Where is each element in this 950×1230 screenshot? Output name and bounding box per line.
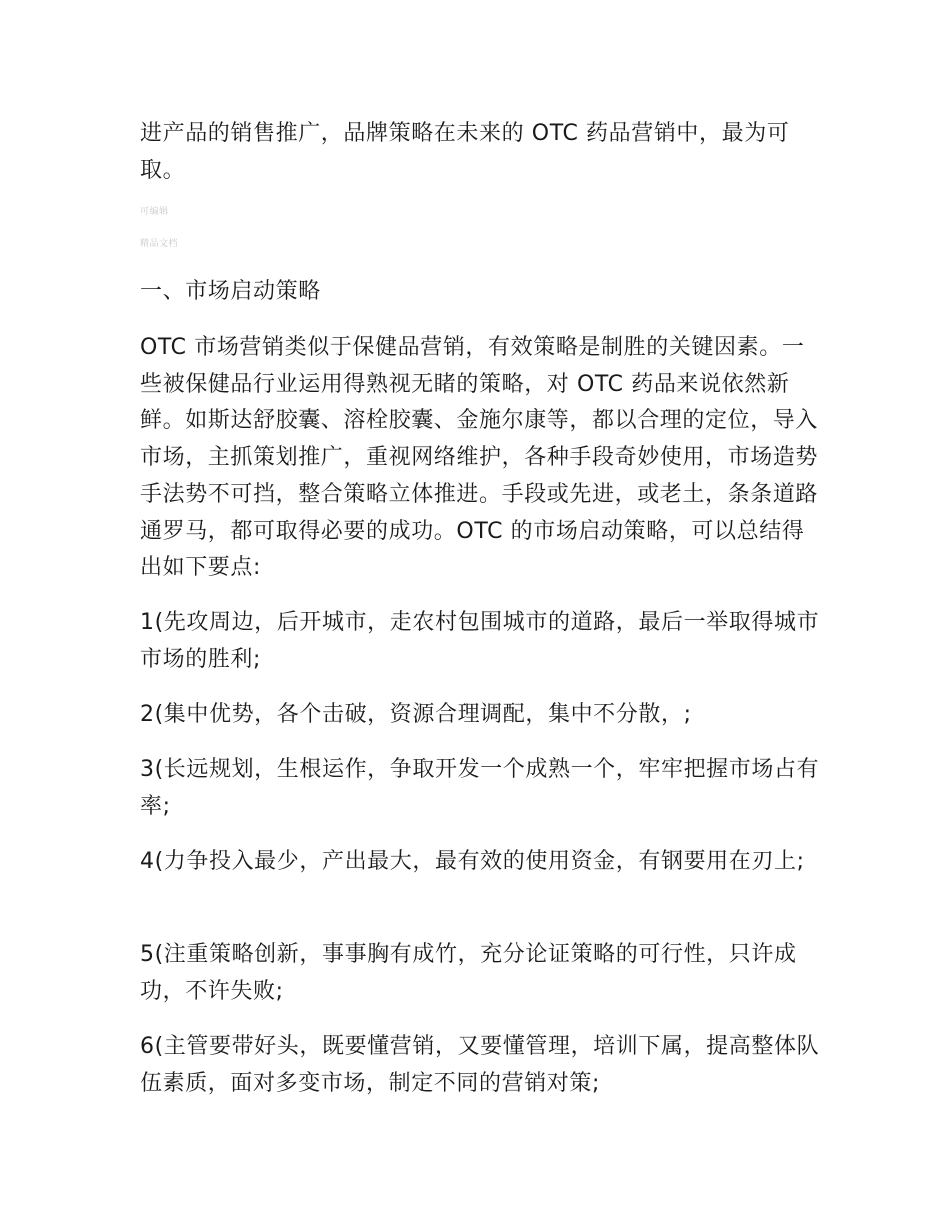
point-item-1: 1(先攻周边，后开城市，走农村包围城市的道路，最后一举取得城市市场的胜利; (140, 610, 820, 672)
point-item-2: 2(集中优势，各个击破，资源合理调配，集中不分散，; (140, 702, 692, 727)
point-item-6: 6(主管要带好头，既要懂营销，又要懂管理，培训下属，提高整体队伍素质，面对多变市场，制定不同的营销对策; (140, 1034, 820, 1096)
body-paragraph: OTC 市场营销类似于保健品营销，有效策略是制胜的关键因素。一些被保健品行业运用得熟视无睹的策略，对 OTC 药品来说依然新鲜。如斯达舒胶囊、溶栓胶囊、金施尔康等，都以合理的定位，导入市场，主抓策划推广，重视网络维护，各种手段奇妙使用，市场造势手法势不可挡，整合策略立体推进。手段或先进，或老土，条条道路通罗马，都可取得必要的成功。OTC 的市场启动策略，可以总结得出如下要点: (140, 335, 819, 581)
intro-paragraph: 进产品的销售推广，品牌策略在未来的 OTC 药品营销中，最为可取。 (140, 121, 790, 183)
section-heading: 一、市场启动策略 (140, 279, 321, 304)
watermark-fine-doc: 精品文档 (140, 239, 179, 249)
point-item-4: 4(力争投入最少，产出最大，最有效的使用资金，有钢要用在刃上; (140, 849, 805, 874)
point-item-5: 5(注重策略创新，事事胸有成竹，充分论证策略的可行性，只许成功，不许失败; (140, 942, 797, 1004)
point-item-3: 3(长远规划，生根运作，争取开发一个成熟一个，牢牢把握市场占有率; (140, 757, 820, 819)
watermark-editable: 可编辑 (140, 207, 169, 217)
document-page (140, 0, 820, 1230)
